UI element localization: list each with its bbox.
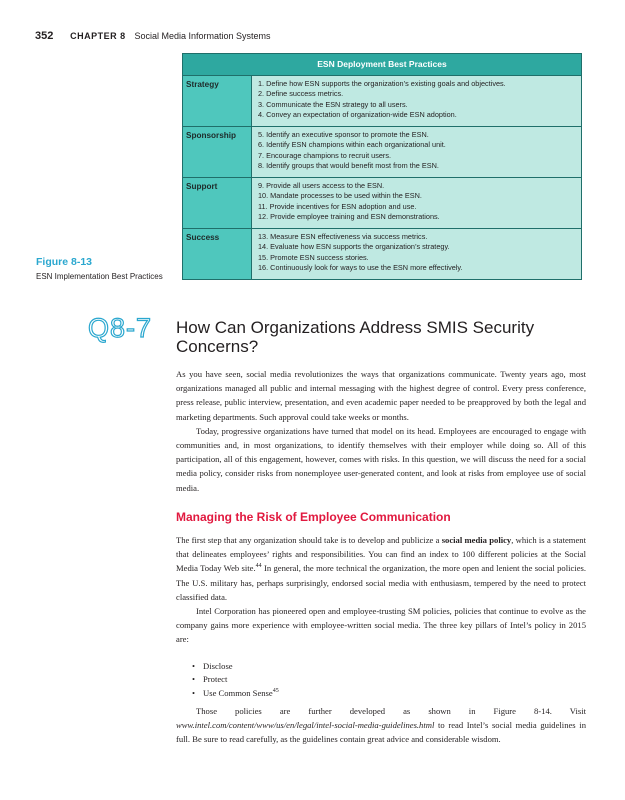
chapter-title: Social Media Information Systems xyxy=(134,31,271,41)
esn-best-practices-table xyxy=(182,53,582,280)
row-items xyxy=(252,127,582,178)
item: 3. Communicate the ESN strategy to all users. xyxy=(258,99,408,109)
paragraph xyxy=(176,704,586,747)
paragraph: Intel Corporation has pioneered open and employee-trusting SM policies, policies that continue to evolve as the company gains more experience with employee-written social media. The three key pillars of Intel’s policy in 2015 are: xyxy=(176,606,586,645)
paragraph: Today, progressive organizations have turned that model on its head. Employees are encouraged to engage with communities and, in most organizations, to identify themselves with their employer while doing so. All of this participation, all of this engagement, however, comes with risks. In this question, we will discuss the need for a social media policy, consider risks from nonemployee user-generated content, and look at risks from employee use of social media. xyxy=(176,425,586,493)
item: 2. Define success metrics. xyxy=(258,89,344,99)
body-intro xyxy=(176,367,586,495)
text: Those policies are further developed as shown in Figure 8-14. Visit xyxy=(196,706,586,716)
item: 7. Encourage champions to recruit users. xyxy=(258,150,392,160)
paragraph xyxy=(176,533,586,604)
row-items xyxy=(252,76,582,127)
paragraph: As you have seen, social media revolutionizes the ways that organizations communicate. Twenty years ago, most organizations managed all public and internal messaging with the highest degree of control. Every press conference, press release, public interview, presentation, and even academic paper needed to be preapproved by both the legal and marketing departments. Such approval could take weeks or months. xyxy=(176,369,586,422)
item: 11. Provide incentives for ESN adoption and use. xyxy=(258,201,417,211)
pillars-list xyxy=(192,660,279,700)
body-policy xyxy=(176,533,586,647)
row-category: Sponsorship xyxy=(183,127,252,178)
pillar-label: Protect xyxy=(203,674,228,685)
row-category: Success xyxy=(183,229,252,280)
figure-caption xyxy=(36,256,166,282)
item: 13. Measure ESN effectiveness via success metrics. xyxy=(258,232,428,241)
figure-title: ESN Implementation Best Practices xyxy=(36,272,163,281)
list-item xyxy=(192,660,279,673)
figure-number: Figure 8-13 xyxy=(36,256,93,268)
row-items xyxy=(252,178,582,229)
pillar-label: Disclose xyxy=(203,661,233,671)
text: to read Intel’s social media guidelines in full. Be sure to read carefully, as the guidelines contain great advice and considerable wisdom. xyxy=(176,720,586,745)
text: , which is a statement that delineates employees’ rights and responsibilities. You can find an index to 100 different policies at the Social Media Today Web site. xyxy=(176,535,586,574)
item: 9. Provide all users access to the ESN. xyxy=(258,181,385,190)
item: 10. Mandate processes to be used within the ESN. xyxy=(258,191,422,201)
footnote-ref: 45 xyxy=(272,687,279,694)
chapter-label: CHAPTER 8 xyxy=(70,31,126,41)
table-row xyxy=(183,229,582,280)
list-item xyxy=(192,673,279,686)
text: The first step that any organization should take is to develop and publicize a xyxy=(176,535,442,545)
intel-guidelines-link[interactable]: www.intel.com/content/www/us/en/legal/intel-social-media-guidelines.html xyxy=(176,720,435,731)
item: 5. Identify an executive sponsor to promote the ESN. xyxy=(258,130,429,139)
item: 6. Identify ESN champions within each organizational unit. xyxy=(258,140,446,150)
table-row xyxy=(183,127,582,178)
item: 4. Convey an expectation of organization-wide ESN adoption. xyxy=(258,110,457,120)
text: In general, the more technical the organization, the more open and lenient the social policies. The U.S. military has, perhaps surprisingly, endorsed social media with enthusiasm, tempered by the need to protect classified data. xyxy=(176,563,587,602)
row-category: Strategy xyxy=(183,76,252,127)
pillar-label: Use Common Sense xyxy=(203,687,273,698)
table-row xyxy=(183,178,582,229)
page-number: 352 xyxy=(35,30,54,42)
list-item xyxy=(192,687,279,700)
item: 16. Continuously look for ways to use the ESN more effectively. xyxy=(258,263,463,273)
running-header xyxy=(35,30,271,42)
table-row xyxy=(183,76,582,127)
item: 15. Promote ESN success stories. xyxy=(258,252,369,262)
question-label: Q8-7 xyxy=(88,313,153,343)
section-title: How Can Organizations Address SMIS Security Concerns? xyxy=(176,318,535,356)
footnote-ref: 44 xyxy=(255,563,262,570)
row-items xyxy=(252,229,582,280)
item: 14. Evaluate how ESN supports the organization’s strategy. xyxy=(258,242,450,252)
body-closing xyxy=(176,704,586,747)
subheading: Managing the Risk of Employee Communication xyxy=(176,510,451,524)
row-category: Support xyxy=(183,178,252,229)
key-term: social media policy xyxy=(441,535,512,545)
item: 8. Identify groups that would benefit most from the ESN. xyxy=(258,161,439,171)
item: 12. Provide employee training and ESN demonstrations. xyxy=(258,212,440,222)
table-heading: ESN Deployment Best Practices xyxy=(183,54,582,76)
item: 1. Define how ESN supports the organization’s existing goals and objectives. xyxy=(258,79,506,88)
